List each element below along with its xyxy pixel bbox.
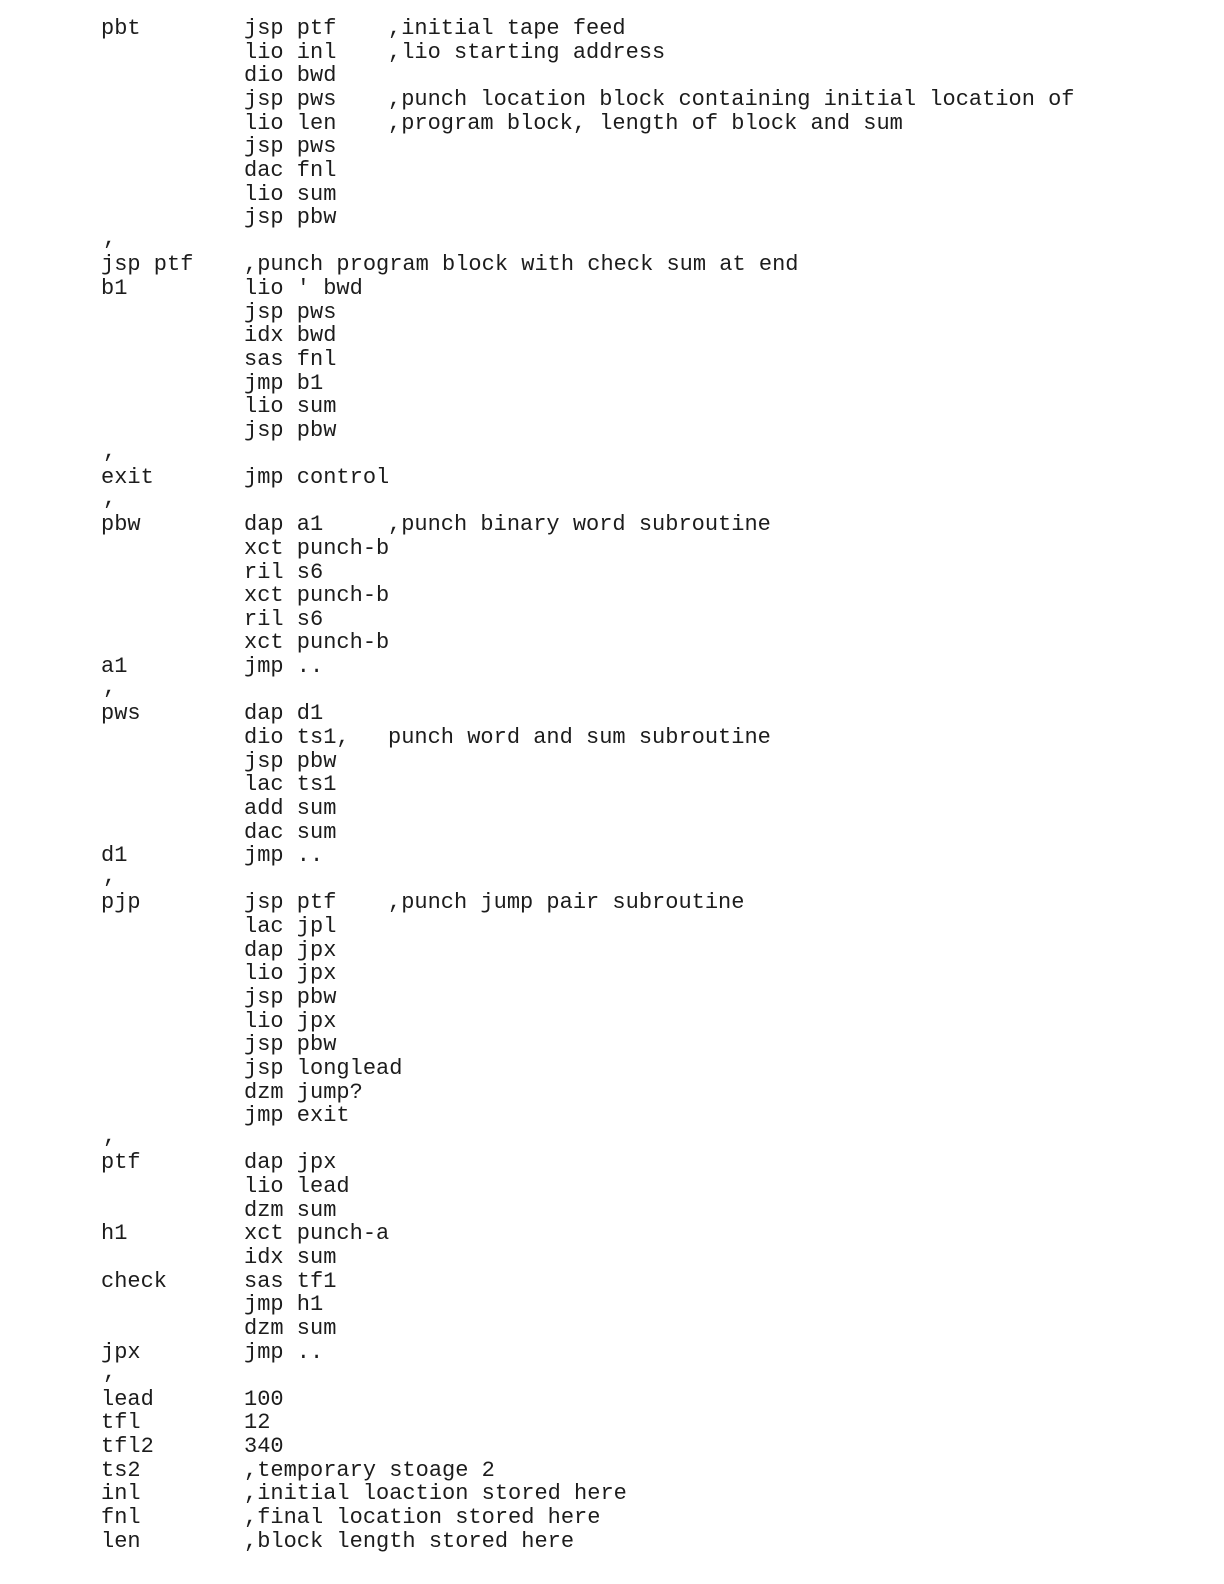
code-instruction: ,temporary stoage 2: [244, 1457, 495, 1483]
code-label: pws: [101, 701, 141, 727]
code-instruction: dap jpx: [244, 937, 337, 963]
code-instruction: xct punch-b: [244, 535, 390, 561]
code-instruction: jmp b1: [244, 370, 324, 396]
code-instruction: lio lead: [244, 1173, 350, 1199]
code-instruction: jsp pbw: [244, 748, 337, 774]
code-instruction: 12: [244, 1410, 271, 1436]
code-instruction: sas tf1: [244, 1268, 337, 1294]
code-instruction: jsp longlead: [244, 1055, 403, 1081]
code-label: tfl2: [101, 1433, 154, 1459]
code-instruction: lio len: [244, 110, 337, 136]
code-instruction: dzm sum: [244, 1197, 337, 1223]
code-instruction: ,block length stored here: [244, 1528, 575, 1554]
code-instruction: jsp pbw: [244, 984, 337, 1010]
code-instruction: dac fnl: [244, 157, 337, 183]
code-instruction: dio bwd: [244, 63, 337, 89]
code-label: pjp: [101, 890, 141, 916]
code-instruction: sas fnl: [244, 346, 337, 372]
code-instruction: add sum: [244, 795, 337, 821]
code-label: inl: [101, 1481, 141, 1507]
code-instruction: ,punch program block with check sum at end: [244, 252, 799, 278]
code-instruction: jsp ptf: [244, 16, 337, 41]
code-comment: ,program block, length of block and sum: [388, 110, 903, 136]
code-instruction: dap d1: [244, 701, 324, 727]
code-instruction: jmp h1: [244, 1292, 324, 1318]
code-label: lead: [101, 1386, 154, 1412]
code-instruction: jsp pbw: [244, 417, 337, 443]
code-instruction: lio inl: [244, 39, 337, 65]
code-instruction: jsp ptf: [244, 890, 337, 916]
code-instruction: jsp pws: [244, 134, 337, 160]
code-instruction: ril s6: [244, 606, 324, 632]
code-instruction: lio ' bwd: [244, 276, 363, 301]
section-separator: ,: [103, 485, 117, 511]
code-instruction: lio sum: [244, 394, 337, 420]
code-instruction: dio ts1,: [244, 724, 350, 750]
code-instruction: jmp ..: [244, 1339, 324, 1365]
code-instruction: 340: [244, 1433, 284, 1459]
code-comment: ,initial tape feed: [388, 16, 626, 41]
code-instruction: lio sum: [244, 181, 337, 207]
code-instruction: lio jpx: [244, 961, 337, 987]
code-label: len: [101, 1528, 141, 1554]
code-instruction: jsp pws: [244, 86, 337, 112]
code-instruction: lio jpx: [244, 1008, 337, 1034]
code-instruction: dac sum: [244, 819, 337, 845]
code-label: b1: [101, 276, 128, 301]
section-separator: ,: [103, 1123, 117, 1149]
code-instruction: jmp ..: [244, 843, 324, 869]
code-label: jsp ptf: [101, 252, 194, 278]
code-instruction: 100: [244, 1386, 284, 1412]
code-instruction: dzm sum: [244, 1315, 337, 1341]
code-instruction: xct punch-a: [244, 1221, 390, 1247]
code-label: tfl: [101, 1410, 141, 1436]
code-label: d1: [101, 843, 128, 869]
code-instruction: xct punch-b: [244, 583, 390, 609]
code-label: a1: [101, 654, 128, 680]
code-instruction: jsp pbw: [244, 1032, 337, 1058]
code-instruction: xct punch-b: [244, 630, 390, 656]
code-instruction: idx sum: [244, 1244, 337, 1270]
code-instruction: idx bwd: [244, 323, 337, 349]
section-separator: ,: [103, 225, 117, 251]
code-instruction: jsp pbw: [244, 205, 337, 231]
code-label: ts2: [101, 1457, 141, 1483]
code-instruction: lac ts1: [244, 772, 337, 798]
code-label: ptf: [101, 1150, 141, 1176]
code-instruction: dzm jump?: [244, 1079, 363, 1105]
code-label: check: [101, 1268, 168, 1294]
code-label: exit: [101, 465, 154, 491]
code-comment: ,punch location block containing initial location of: [388, 86, 1075, 112]
code-instruction: dap jpx: [244, 1150, 337, 1176]
code-instruction: ,final location stored here: [244, 1504, 601, 1530]
section-separator: ,: [103, 863, 117, 889]
code-label: pbt: [101, 16, 141, 41]
code-instruction: jmp control: [244, 465, 390, 491]
section-separator: ,: [103, 674, 117, 700]
section-separator: ,: [103, 438, 117, 464]
code-comment: punch word and sum subroutine: [388, 724, 771, 750]
code-comment: ,punch jump pair subroutine: [388, 890, 745, 916]
code-instruction: jmp exit: [244, 1103, 350, 1129]
code-instruction: ,initial loaction stored here: [244, 1481, 627, 1507]
code-instruction: jsp pws: [244, 299, 337, 325]
code-comment: ,lio starting address: [388, 39, 666, 65]
code-label: fnl: [101, 1504, 141, 1530]
code-label: h1: [101, 1221, 128, 1247]
code-instruction: dap a1: [244, 512, 324, 538]
section-separator: ,: [103, 1360, 117, 1386]
code-instruction: ril s6: [244, 559, 324, 585]
code-label: jpx: [101, 1339, 141, 1365]
code-comment: ,punch binary word subroutine: [388, 512, 771, 538]
code-instruction: lac jpl: [244, 913, 337, 939]
code-instruction: jmp ..: [244, 654, 324, 680]
code-label: pbw: [101, 512, 141, 538]
